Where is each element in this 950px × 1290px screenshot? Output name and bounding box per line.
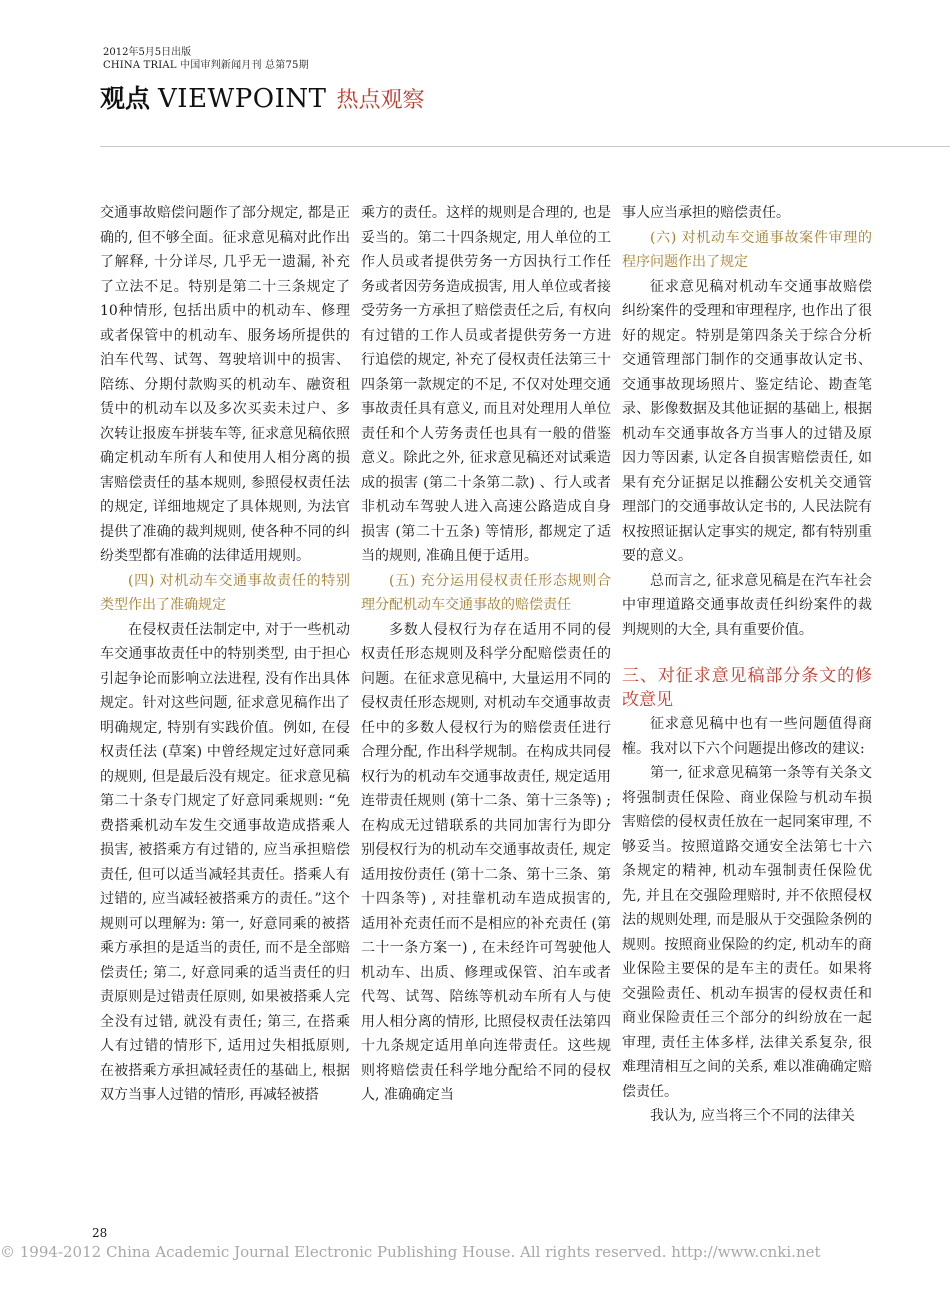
section-header xyxy=(100,79,425,114)
copyright-watermark: © 1994-2012 China Academic Journal Electronic Publishing House. All rights reserved. http://www.cnki.net xyxy=(0,1243,821,1261)
paragraph: 征求意见稿中也有一些问题值得商榷。我对以下六个问题提出修改的建议: xyxy=(622,716,872,757)
article-column-1 xyxy=(100,201,350,1108)
page-number: 28 xyxy=(92,1226,108,1240)
section-heading: 三、对征求意见稿部分条文的修改意见 xyxy=(622,666,872,710)
subsection-heading: (六) 对机动车交通事故案件审理的程序问题作出了规定 xyxy=(622,229,872,270)
journal-name: CHINA TRIAL 中国审判新闻月刊 总第75期 xyxy=(103,60,309,71)
issue-date: 2012年5月5日出版 xyxy=(103,47,192,58)
paragraph: 我认为, 应当将三个不同的法律关 xyxy=(650,1108,855,1124)
paragraph: 征求意见稿对机动车交通事故赔偿纠纷案件的受理和审理程序, 也作出了很好的规定。特别是第四条关于综合分析交通管理部门制作的交通事故认定书、交通事故现场照片、鉴定结论、勘查笔录、影像数据及其他证据的基础上, 根据机动车交通事故各方当事人的过错及原因力等因素, 认定各自损害赔偿责任, 如果有充分证据足以推翻公安机关交通管理部门的交通事故认定书的, 人民法院有权按照证据认定事实的规定, 都有特别重要的意义。 xyxy=(622,278,872,564)
subsection-heading: (四) 对机动车交通事故责任的特别类型作出了准确规定 xyxy=(100,572,350,613)
paragraph: 多数人侵权行为存在适用不同的侵权责任形态规则及科学分配赔偿责任的问题。在征求意见稿中, 大量运用不同的侵权责任形态规则, 对机动车交通事故责任中的多数人侵权行为的赔偿责任进行合理分配, 作出科学规制。在构成共同侵权行为的机动车交通事故责任, 规定适用连带责任规则 (第十二条、第十三条等) ; 在构成无过错联系的共同加害行为即分别侵权行为的机动车交通事故责任, 规定适用按份责任 (第十二条、第十三条、第十四条等) , 对挂靠机动车造成损害的, 适用补充责任而不是相应的补充责任 (第二十一条方案一) , 在未经许可驾驶他人机动车、出质、修理或保管、泊车或者代驾、试驾、陪练等机动车所有人与使用人相分离的情形, 比照侵权责任法第四十九条规定适用单向连带责任。这些规则将赔偿责任科学地分配给不同的侵权人, 准确确定当 xyxy=(361,621,611,1103)
paragraph: 事人应当承担的赔偿责任。 xyxy=(622,205,790,221)
paragraph: 第一, 征求意见稿第一条等有关条文将强制责任保险、商业保险与机动车损害赔偿的侵权责任放在一起同案审理, 不够妥当。按照道路交通安全法第七十六条规定的精神, 机动车强制责任保险优先, 并且在交强险理赔时, 并不依照侵权法的规则处理, 而是服从于交强险条例的规则。按照商业保险的约定, 机动车的商业保险主要保的是车主的责任。如果将交强险责任、机动车损害的侵权责任和商业保险责任三个部分的纠纷放在一起审理, 责任主体多样, 法律关系复杂, 很难理清相互之间的关系, 难以准确确定赔偿责任。 xyxy=(622,765,872,1100)
header-divider xyxy=(100,146,950,147)
paragraph: 交通事故赔偿问题作了部分规定, 都是正确的, 但不够全面。征求意见稿对此作出了解释, 十分详尽, 几乎无一遗漏, 补充了立法不足。特别是第二十三条规定了10种情形, 包括出质中的机动车、修理或者保管中的机动车、服务场所提供的泊车代驾、试驾、驾驶培训中的损害、陪练、分期付款购买的机动车、融资租赁中的机动车以及多次买卖未过户、多次转让报废车拼装车等, 征求意见稿依照确定机动车所有人和使用人相分离的损害赔偿责任的基本规则, 参照侵权责任法的规定, 详细地规定了具体规则, 为法官提供了准确的裁判规则, 使各种不同的纠纷类型都有准确的法律适用规则。 xyxy=(100,205,350,564)
section-topic: 热点观察 xyxy=(336,88,425,113)
paragraph: 乘方的责任。这样的规则是合理的, 也是妥当的。第二十四条规定, 用人单位的工作人员或者提供劳务一方因执行工作任务或者因劳务造成损害, 用人单位或者接受劳务一方承担了赔偿责任之后, 有权向有过错的工作人员或者提供劳务一方进行追偿的规定, 补充了侵权责任法第三十四条第一款规定的不足, 不仅对处理交通事故责任具有意义, 而且对处理用人单位责任和个人劳务责任也具有一般的借鉴意义。除此之外, 征求意见稿还对试乘造成的损害 (第二十条第二款) 、行人或者非机动车驾驶人进入高速公路造成自身损害 (第二十五条) 等情形, 都规定了适当的规则, 准确且便于适用。 xyxy=(361,205,611,564)
section-title-en: VIEWPOINT xyxy=(158,84,327,114)
paragraph: 总而言之, 征求意见稿是在汽车社会中审理道路交通事故责任纠纷案件的裁判规则的大全, 具有重要价值。 xyxy=(622,572,872,638)
article-column-3 xyxy=(622,201,872,1129)
section-title-cn: 观点 xyxy=(100,84,151,113)
subsection-heading: (五) 充分运用侵权责任形态规则合理分配机动车交通事故的赔偿责任 xyxy=(361,572,611,613)
article-column-2 xyxy=(361,201,611,1108)
paragraph: 在侵权责任法制定中, 对于一些机动车交通事故责任中的特别类型, 由于担心引起争论而影响立法进程, 没有作出具体规定。针对这些问题, 征求意见稿作出了明确规定, 特别有实践价值。例如, 在侵权责任法 (草案) 中曾经规定过好意同乘的规则, 但是最后没有规定。征求意见稿第二十条专门规定了好意同乘规则: “免费搭乘机动车发生交通事故造成搭乘人损害, 被搭乘方有过错的, 应当承担赔偿责任, 但可以适当减轻其责任。搭乘人有过错的, 应当减轻被搭乘方的责任。”这个规则可以理解为: 第一, 好意同乘的被搭乘方承担的是适当的责任, 而不是全部赔偿责任; 第二, 好意同乘的适当责任的归责原则是过错责任原则, 如果被搭乘人完全没有过错, 就没有责任; 第三, 在搭乘人有过错的情形下, 适用过失相抵原则, 在被搭乘方承担减轻责任的基础上, 根据双方当事人过错的情形, 再减轻被搭 xyxy=(100,621,350,1103)
